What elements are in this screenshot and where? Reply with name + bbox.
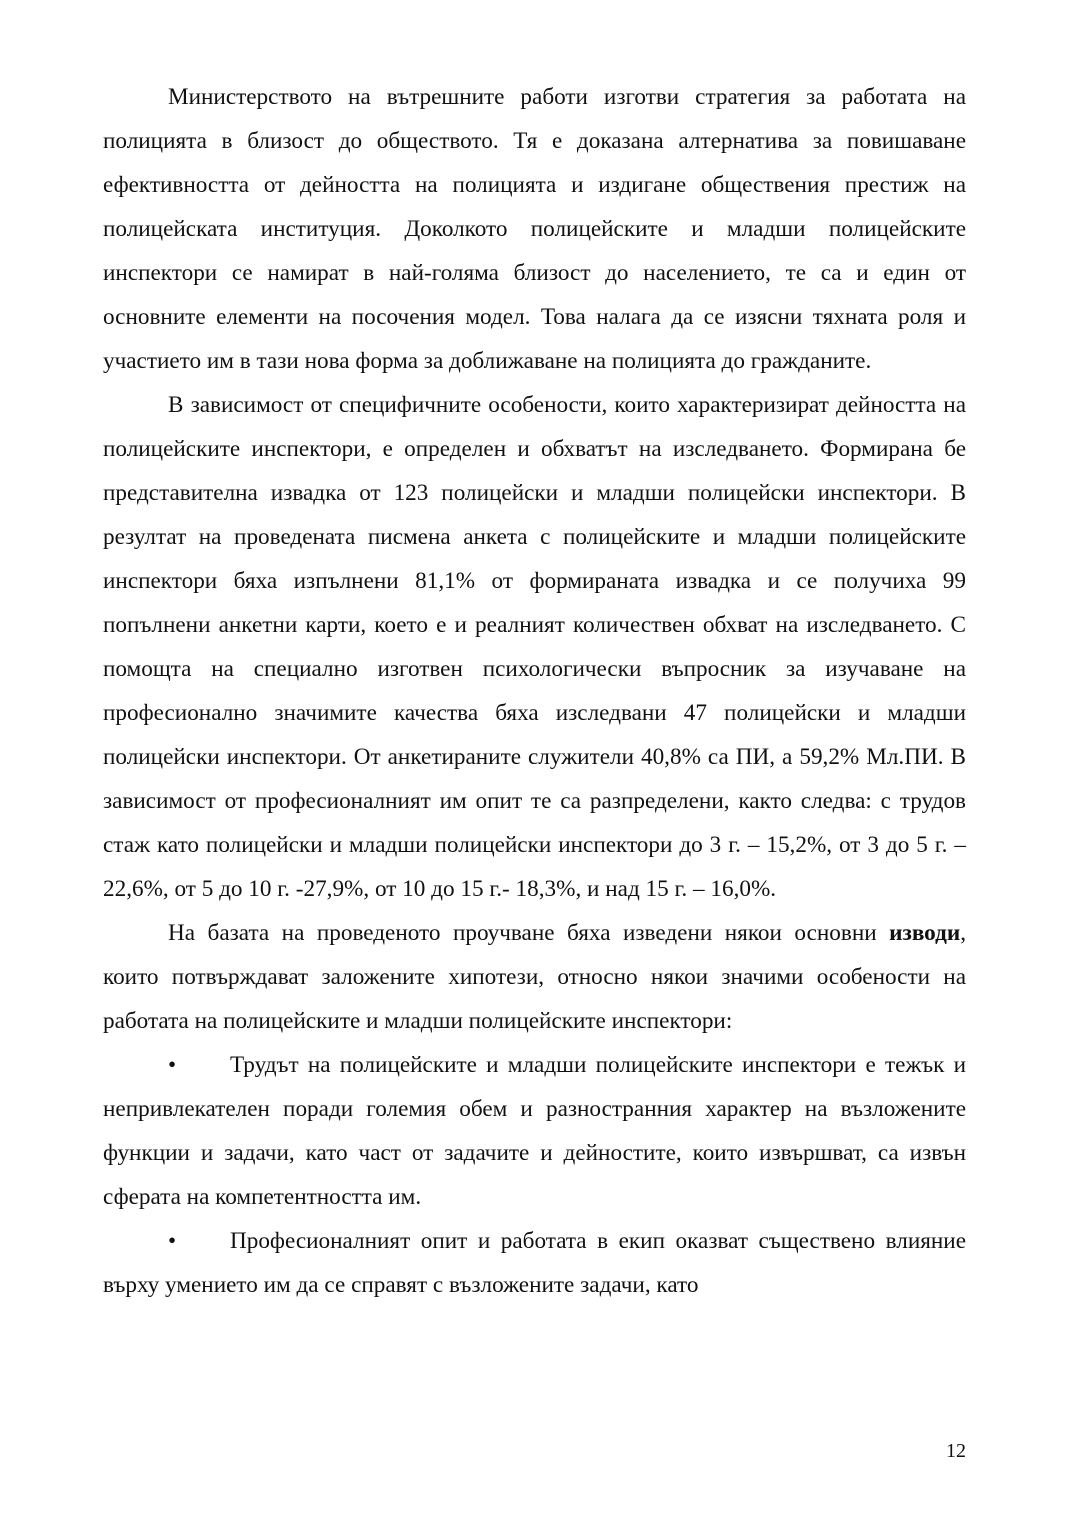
paragraph-conclusions-intro (103, 911, 966, 1043)
bullet-item-experience (103, 1219, 966, 1307)
paragraph-research-scope: В зависимост от специфичните особености, които характеризират дейността на полицейските инспектори, е определен и обхватът на изследването. Формирана бе представителна извадка от 123 полицейски и младши полицейски инспектори. В резултат на проведената писмена анкета с полицейските и младши полицейските инспектори бяха изпълнени 81,1% от формираната извадка и се получиха 99 попълнени анкетни карти, което е и реалният количествен обхват на изследването. С помощта на специално изготвен психологически въпросник за изучаване на професионално значимите качества бяха изследвани 47 полицейски и младши полицейски инспектори. От анкетираните служители 40,8% са ПИ, а 59,2% Мл.ПИ. В зависимост от професионалният им опит те са разпределени, както следва: с трудов стаж като полицейски и младши полицейски инспектори до 3 г. – 15,2%, от 3 до 5 г. – 22,6%, от 5 до 10 г. -27,9%, от 10 до 15 г.- 18,3%, и над 15 г. – 16,0%. (103, 392, 966, 902)
document-page (103, 75, 966, 1307)
bullet-text: Трудът на полицейските и младши полицейските инспектори е тежък и непривлекателен поради големия обем и разностранния характер на възложените функции и задачи, като част от задачите и дейностите, които извършват, са извън сферата на компетентността им. (103, 1052, 966, 1210)
bullet-text: Професионалният опит и работата в екип оказват съществено влияние върху умението им да се справят с възложените задачи, като (103, 1228, 966, 1298)
bullet-icon: • (168, 1228, 177, 1254)
paragraph-strategy: Министерството на вътрешните работи изготви стратегия за работата на полицията в близост до обществото. Тя е доказана алтернатива за повишаване ефективността от дейността на полицията и издигане обществения престиж на полицейската институция. Доколкото полицейските и младши полицейските инспектори се намират в най-голяма близост до населението, те са и един от основните елементи на посочения модел. Това налага да се изясни тяхната роля и участието им в тази нова форма за доближаване на полицията до гражданите. (103, 84, 966, 374)
conclusions-intro-rest: , които потвърждават заложените хипотези, относно някои значими особености на работата на полицейските и младши полицейските инспектори: (103, 920, 966, 1034)
page-number: 12 (946, 1440, 966, 1462)
bullet-item-workload (103, 1043, 966, 1219)
conclusions-keyword: изводи (889, 920, 961, 946)
bullet-icon: • (168, 1052, 177, 1078)
conclusions-intro-text: На базата на проведеното проучване бяха изведени някои основни (168, 920, 890, 946)
